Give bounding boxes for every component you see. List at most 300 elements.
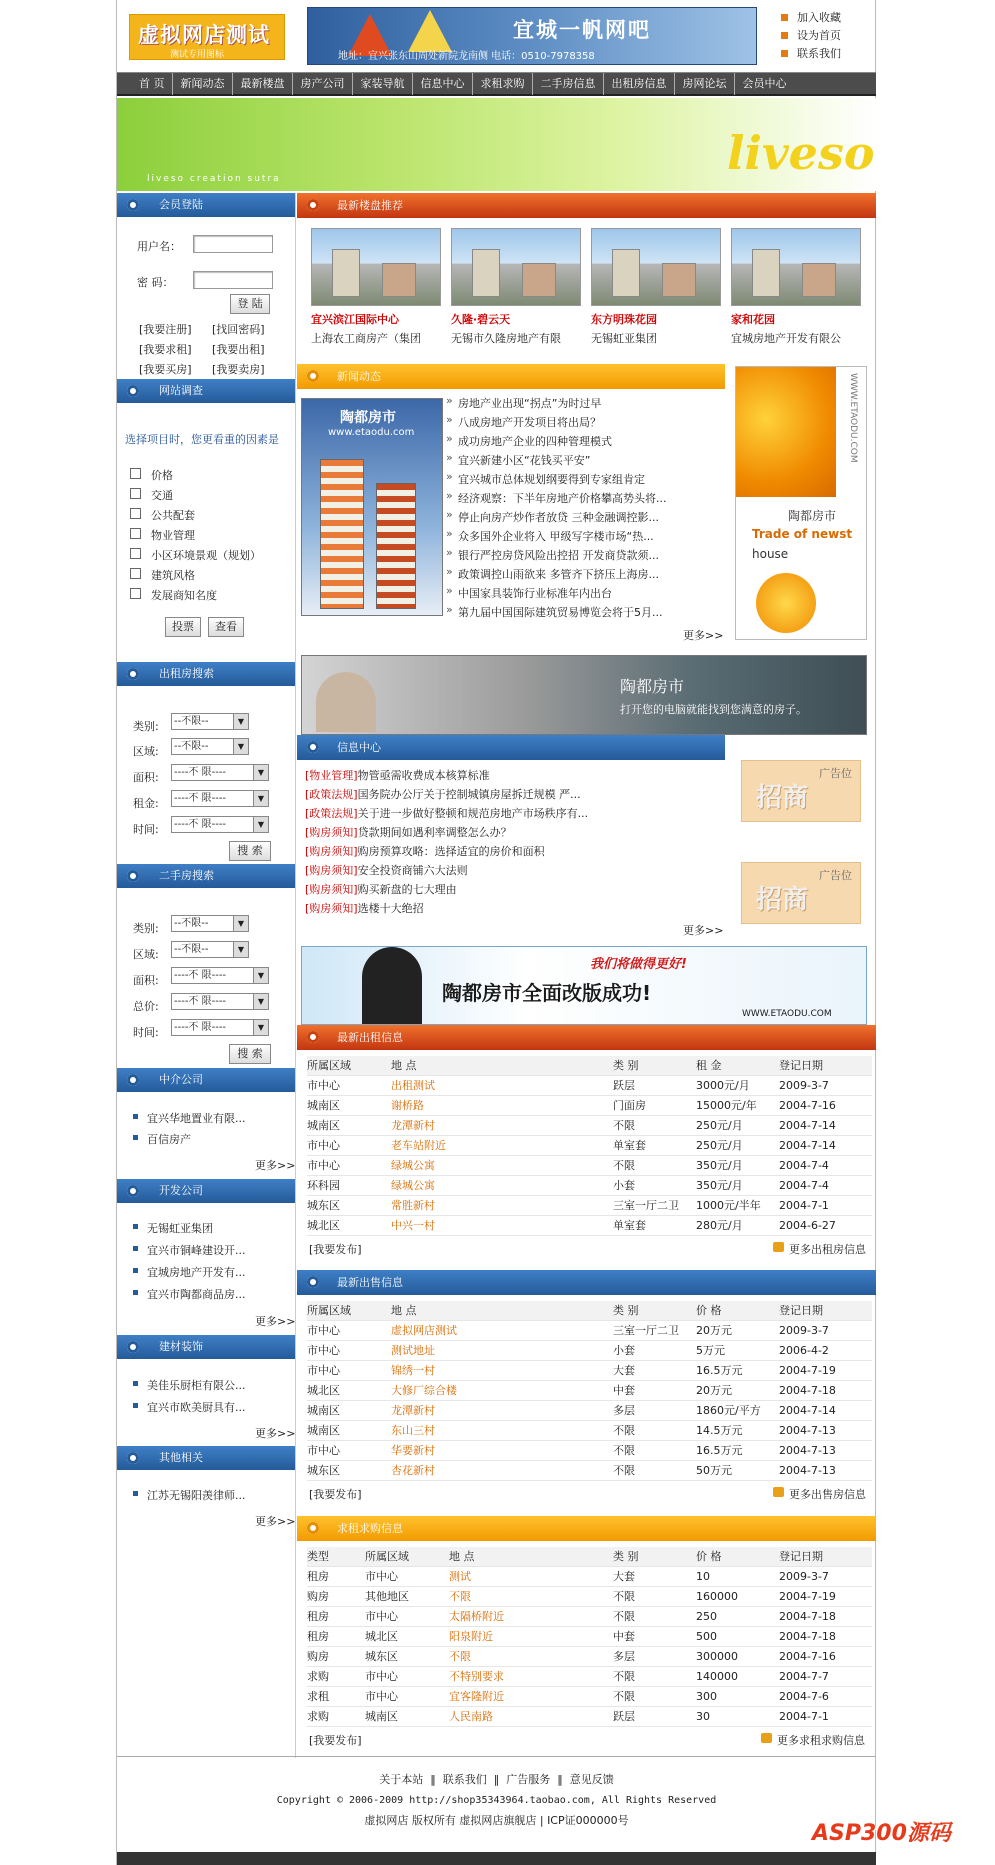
table-cell: 2009-3-7	[779, 1570, 829, 1583]
info-category: [购房须知]	[305, 864, 358, 877]
table-cell-link[interactable]: 大修厂综合楼	[391, 1384, 457, 1397]
table-cell-link[interactable]: 谢桥路	[391, 1099, 424, 1112]
info-title: 安全投资商铺六大法则	[357, 864, 468, 877]
table-cell: 购房	[307, 1590, 329, 1603]
footer-bar	[117, 1852, 876, 1865]
table-cell: 2004-7-13	[779, 1424, 836, 1437]
table-cell: 2004-7-6	[779, 1690, 829, 1703]
top-links	[779, 9, 841, 63]
ad-slot-text: 招商	[756, 885, 809, 915]
footer-owner: 虚拟网店 版权所有 虚拟网店旗舰店 | ICP证000000号	[364, 1814, 629, 1827]
table-cell: 城南区	[365, 1710, 398, 1723]
table-cell: 350元/月	[696, 1159, 743, 1172]
category-label: 类别:	[133, 922, 159, 935]
property-photo[interactable]	[731, 228, 861, 306]
info-item[interactable]	[305, 786, 581, 802]
area-label: 区域:	[133, 948, 159, 961]
table-cell: 15000元/年	[696, 1099, 757, 1112]
seek-publish-link[interactable]: [我要发布]	[309, 1734, 362, 1747]
rent-select[interactable]: ----不 限---- ▼	[171, 790, 269, 807]
table-cell: 2004-7-16	[779, 1650, 836, 1663]
nav-item-new-homes[interactable]: 最新楼盘	[233, 73, 293, 95]
table-row[interactable]	[307, 1156, 872, 1176]
footer-ads-link[interactable]: 广告服务	[506, 1773, 551, 1786]
table-cell-link[interactable]: 老车站附近	[391, 1139, 446, 1152]
property-name[interactable]: 家和花园	[731, 313, 775, 326]
table-cell: 市中心	[365, 1570, 398, 1583]
agency-item[interactable]: 百信房产	[131, 1131, 191, 1147]
table-cell: 16.5万元	[696, 1444, 743, 1457]
view-results-button[interactable]: 查看	[208, 617, 244, 637]
survey-option: 价格	[151, 469, 173, 482]
table-cell-link[interactable]: 不限	[449, 1650, 471, 1663]
table-cell-link[interactable]: 人民南路	[449, 1710, 493, 1723]
table-cell-link[interactable]: 太隔桥附近	[449, 1610, 504, 1623]
main-nav	[117, 72, 876, 96]
news-item[interactable]: » 银行严控房贷风险出控招 开发商贷款须...	[445, 547, 659, 563]
column-header: 类型	[307, 1550, 329, 1563]
want-buy-link[interactable]: [我要买房]	[139, 363, 192, 376]
table-row[interactable]	[307, 1587, 872, 1607]
table-cell: 求购	[307, 1670, 329, 1683]
survey-option: 公共配套	[151, 509, 195, 522]
column-header: 登记日期	[779, 1550, 823, 1563]
column-header: 地 点	[449, 1550, 475, 1563]
ad-slot-label: 广告位	[819, 767, 852, 780]
news-photo[interactable]	[301, 398, 443, 616]
nav-item-member[interactable]: 会员中心	[742, 77, 787, 90]
survey-checkbox[interactable]	[130, 508, 141, 519]
table-row[interactable]	[307, 1627, 872, 1647]
table-cell-link[interactable]: 绿城公寓	[391, 1159, 435, 1172]
want-lease-link[interactable]: [我要出租]	[212, 343, 265, 356]
ad-slot-text: 招商	[756, 783, 809, 813]
table-row[interactable]	[307, 1136, 872, 1156]
info-item[interactable]	[305, 824, 512, 840]
time-select[interactable]: ----不 限---- ▼	[171, 816, 269, 833]
login-button[interactable]: 登 陆	[230, 294, 270, 314]
table-cell: 城南区	[307, 1119, 340, 1132]
info-item[interactable]	[305, 900, 424, 916]
table-cell: 2006-4-2	[779, 1344, 829, 1357]
category-select[interactable]: --不限-- ▼	[171, 713, 249, 730]
house-icon	[761, 1733, 772, 1743]
redesign-slogan: 我们将做得更好!	[590, 957, 687, 972]
table-cell: 不限	[613, 1690, 635, 1703]
table-row[interactable]	[307, 1076, 872, 1096]
table-cell-link[interactable]: 虚拟网店测试	[391, 1324, 457, 1337]
survey-checkbox[interactable]	[130, 468, 141, 479]
nav-item-home[interactable]: 首 页	[117, 73, 173, 95]
info-item[interactable]	[305, 881, 457, 897]
survey-option: 发展商知名度	[151, 589, 217, 602]
table-cell-link[interactable]: 东山三村	[391, 1424, 435, 1437]
table-cell: 小套	[613, 1344, 635, 1357]
rent-more-link[interactable]	[773, 1241, 866, 1257]
developer-item[interactable]: 无锡虹亚集团	[131, 1220, 213, 1236]
table-cell: 城南区	[307, 1099, 340, 1112]
want-rent-link[interactable]: [我要求租]	[139, 343, 192, 356]
table-cell: 10	[696, 1570, 710, 1583]
seek-more-label: 更多求租求购信息	[777, 1734, 865, 1747]
news-item[interactable]: » 众多国外企业将入 甲级写字楼市场“热...	[445, 528, 654, 544]
used-search-button[interactable]: 搜 索	[229, 1044, 271, 1064]
developer-item[interactable]: 宜兴市陶都商品房...	[131, 1286, 246, 1302]
price-select[interactable]: ----不 限---- ▼	[171, 993, 269, 1010]
news-item[interactable]: » 房地产业出现“拐点”为时过早	[445, 395, 601, 411]
news-item[interactable]: » 中国家具装饰行业标准年内出台	[445, 585, 612, 601]
password-input[interactable]	[193, 271, 273, 289]
rent-header: 最新出租信息	[297, 1025, 876, 1050]
table-header	[307, 1301, 872, 1321]
orange-slice-graphic	[756, 573, 816, 633]
table-cell-link[interactable]: 测试地址	[391, 1344, 435, 1357]
time-select[interactable]: ----不 限---- ▼	[171, 1019, 269, 1036]
table-cell-link[interactable]: 测试	[449, 1570, 471, 1583]
table-cell: 2004-7-7	[779, 1670, 829, 1683]
table-cell: 城北区	[307, 1219, 340, 1232]
table-cell: 大套	[613, 1570, 635, 1583]
rent-publish-link[interactable]: [我要发布]	[309, 1243, 362, 1256]
latest-homes-header: 最新楼盘推荐	[297, 193, 876, 218]
property-company: 上海农工商房产（集团	[311, 332, 421, 345]
table-cell-link[interactable]: 华要新村	[391, 1444, 435, 1457]
logo-title: 虚拟网店测试	[138, 23, 270, 47]
info-category: [政策法规]	[305, 807, 358, 820]
table-cell: 市中心	[365, 1690, 398, 1703]
table-cell: 250	[696, 1610, 717, 1623]
redesign-banner[interactable]	[301, 946, 867, 1025]
materials-header: 建材装饰	[117, 1335, 295, 1359]
info-title: 贷款期间如遇利率调整怎么办？	[357, 826, 512, 839]
page	[116, 0, 876, 1865]
survey-checkbox[interactable]	[130, 488, 141, 499]
table-cell: 不限	[613, 1590, 635, 1603]
table-cell: 2004-7-4	[779, 1179, 829, 1192]
agency-header: 中介公司	[117, 1068, 295, 1092]
property-name[interactable]: 东方明珠花园	[591, 313, 657, 326]
table-row[interactable]	[307, 1321, 872, 1341]
table-cell: 16.5万元	[696, 1364, 743, 1377]
area-select[interactable]: --不限-- ▼	[171, 941, 249, 958]
table-row[interactable]	[307, 1176, 872, 1196]
info-item[interactable]	[305, 805, 588, 821]
nav-item-rent[interactable]: 出租房信息	[604, 73, 675, 95]
materials-more-link[interactable]: 更多>>	[255, 1427, 296, 1440]
seek-header: 求租求购信息	[297, 1516, 876, 1541]
table-cell: 其他地区	[365, 1590, 409, 1603]
developer-header: 开发公司	[117, 1179, 295, 1203]
table-row[interactable]	[307, 1381, 872, 1401]
table-cell: 500	[696, 1630, 717, 1643]
table-row[interactable]	[307, 1687, 872, 1707]
table-cell: 求租	[307, 1690, 329, 1703]
set-homepage-link[interactable]: 设为首页	[779, 27, 841, 45]
column-header: 登记日期	[779, 1059, 823, 1072]
info-category: [物业管理]	[305, 769, 358, 782]
orange-ad-name: 陶都房市	[788, 509, 837, 523]
nav-item-news[interactable]: 新闻动态	[173, 73, 233, 95]
table-cell: 2004-7-13	[779, 1444, 836, 1457]
column-header: 地 点	[391, 1059, 417, 1072]
table-header	[307, 1056, 872, 1076]
info-title: 关于进一步做好整顿和规范房地产市场秩序有...	[357, 807, 589, 820]
ad-slot[interactable]	[741, 760, 861, 822]
seek-more-link[interactable]	[761, 1732, 865, 1748]
redesign-url: WWW.ETAODU.COM	[742, 1009, 832, 1019]
property-name[interactable]: 宜兴滨江国际中心	[311, 313, 399, 326]
find-password-link[interactable]: [找回密码]	[212, 323, 265, 336]
column-header: 价 格	[696, 1304, 722, 1317]
table-cell-link[interactable]: 绿城公寓	[391, 1179, 435, 1192]
table-row[interactable]	[307, 1096, 872, 1116]
table-cell: 跃层	[613, 1710, 635, 1723]
rent-more-label: 更多出租房信息	[789, 1243, 866, 1256]
contact-link[interactable]: 联系我们	[779, 45, 841, 63]
info-item[interactable]	[305, 843, 545, 859]
table-cell-link[interactable]: 不特别要求	[449, 1670, 504, 1683]
table-cell-link[interactable]: 宜客隆附近	[449, 1690, 504, 1703]
rent-search-header: 出租房搜索	[117, 662, 295, 686]
column-header: 类 别	[613, 1304, 639, 1317]
news-item[interactable]: » 政策调控山雨欲来 多管齐下挤压上海房...	[445, 566, 659, 582]
orange-ad-word: house	[752, 547, 789, 561]
table-cell-link[interactable]: 龙潭新村	[391, 1119, 435, 1132]
news-photo-url: www.etaodu.com	[328, 427, 415, 438]
table-cell: 市中心	[307, 1364, 340, 1377]
rent-label: 租金:	[133, 797, 159, 810]
related-more-link[interactable]: 更多>>	[255, 1515, 296, 1528]
table-cell: 多层	[613, 1404, 635, 1417]
header-banner[interactable]	[307, 7, 757, 65]
category-select[interactable]: --不限-- ▼	[171, 915, 249, 932]
table-row[interactable]	[307, 1647, 872, 1667]
table-cell: 20万元	[696, 1384, 732, 1397]
survey-checkbox[interactable]	[130, 568, 141, 579]
table-cell: 2004-7-18	[779, 1384, 836, 1397]
info-item[interactable]	[305, 767, 490, 783]
property-company: 无锡虹亚集团	[591, 332, 657, 345]
table-row[interactable]	[307, 1341, 872, 1361]
table-row[interactable]	[307, 1441, 872, 1461]
table-cell: 城南区	[307, 1404, 340, 1417]
nav-item-seek[interactable]: 求租求购	[473, 73, 533, 95]
table-cell: 环科园	[307, 1179, 340, 1192]
username-label: 用户名：	[137, 240, 181, 253]
table-cell: 单室套	[613, 1139, 646, 1152]
table-cell-link[interactable]: 不限	[449, 1590, 471, 1603]
info-more-link[interactable]: 更多>>	[683, 924, 724, 937]
table-row[interactable]	[307, 1607, 872, 1627]
table-cell-link[interactable]: 阳泉附近	[449, 1630, 493, 1643]
table-row[interactable]	[307, 1421, 872, 1441]
username-input[interactable]	[193, 235, 273, 253]
nav-item-forum[interactable]: 房网论坛	[675, 73, 735, 95]
sale-publish-link[interactable]: [我要发布]	[309, 1488, 362, 1501]
property-photo[interactable]	[451, 228, 581, 306]
watermark-logo: ASP300源码	[812, 1821, 951, 1846]
table-row[interactable]	[307, 1361, 872, 1381]
table-cell: 中套	[613, 1630, 635, 1643]
survey-option: 建筑风格	[151, 569, 195, 582]
news-item[interactable]: » 八成房地产开发项目将出局？	[445, 414, 601, 430]
computer-banner[interactable]	[301, 655, 867, 735]
property-photo[interactable]	[591, 228, 721, 306]
survey-question: 选择项目时，您更看重的因素是	[125, 433, 279, 446]
table-cell-link[interactable]: 常胜新村	[391, 1199, 435, 1212]
footer-feedback-link[interactable]: 意见反馈	[569, 1773, 614, 1786]
register-link[interactable]: [我要注册]	[139, 323, 192, 336]
footer-contact-link[interactable]: 联系我们	[442, 1773, 487, 1786]
agency-item[interactable]: 宜兴华地置业有限...	[131, 1110, 246, 1126]
info-header: 信息中心	[297, 735, 725, 760]
table-cell: 350元/月	[696, 1179, 743, 1192]
table-cell: 城东区	[307, 1464, 340, 1477]
news-item[interactable]: » 经济观察：下半年房地产价格攀高势头将...	[445, 490, 667, 506]
area-select[interactable]: --不限-- ▼	[171, 738, 249, 755]
house-icon	[773, 1487, 784, 1497]
property-company: 无锡市久隆房地产有限	[451, 332, 561, 345]
property-name[interactable]: 久隆·碧云天	[451, 313, 511, 326]
table-cell-link[interactable]: 龙潭新村	[391, 1404, 435, 1417]
nav-item-info[interactable]: 信息中心	[413, 73, 473, 95]
footer-links: 关于本站 ‖ 联系我们 ‖ 广告服务 ‖ 意见反馈	[379, 1773, 614, 1786]
table-cell: 不限	[613, 1119, 635, 1132]
table-cell: 跃层	[613, 1079, 635, 1092]
table-cell: 250元/月	[696, 1139, 743, 1152]
table-cell: 市中心	[307, 1079, 340, 1092]
table-cell: 市中心	[307, 1344, 340, 1357]
table-row[interactable]	[307, 1401, 872, 1421]
building-graphic	[376, 483, 416, 609]
want-sell-link[interactable]: [我要卖房]	[212, 363, 265, 376]
table-cell: 2004-7-13	[779, 1464, 836, 1477]
login-header: 会员登陆	[117, 193, 295, 217]
news-item[interactable]: » 停止向房产炒作者放贷 三种金融调控影...	[445, 509, 659, 525]
ad-slot[interactable]	[741, 862, 861, 924]
survey-checkbox[interactable]	[130, 588, 141, 599]
nav-item-used[interactable]: 二手房信息	[533, 73, 604, 95]
orange-ad-slogan: Trade of newst	[752, 527, 853, 541]
news-item[interactable]: » 宜兴新建小区“花钱买平安”	[445, 452, 590, 468]
table-row[interactable]	[307, 1567, 872, 1587]
nav-item-companies[interactable]: 房产公司	[293, 73, 353, 95]
news-more-link[interactable]: 更多>>	[683, 629, 724, 642]
used-search-header: 二手房搜索	[117, 864, 295, 888]
news-item[interactable]: » 成功房地产企业的四种管理模式	[445, 433, 612, 449]
table-cell-link[interactable]: 出租测试	[391, 1079, 435, 1092]
news-item[interactable]: » 第九届中国国际建筑贸易博览会将于5月...	[445, 604, 663, 620]
size-select[interactable]: ----不 限---- ▼	[171, 764, 269, 781]
orange-ad[interactable]	[735, 366, 867, 640]
table-cell: 城南区	[307, 1424, 340, 1437]
table-cell-link[interactable]: 中兴一村	[391, 1219, 435, 1232]
banner-address: 地址：宜兴张东山周处新院龙南侧 电话：0510-7978358	[338, 51, 595, 62]
info-category: [政策法规]	[305, 788, 358, 801]
info-category: [购房须知]	[305, 826, 358, 839]
house-icon	[773, 1242, 784, 1252]
password-label: 密 码：	[137, 276, 174, 289]
info-category: [购房须知]	[305, 845, 358, 858]
area-label: 区域:	[133, 745, 159, 758]
size-label: 面积:	[133, 771, 159, 784]
size-select[interactable]: ----不 限---- ▼	[171, 967, 269, 984]
materials-item[interactable]: 美佳乐厨柜有限公...	[131, 1377, 246, 1393]
table-row[interactable]	[307, 1216, 872, 1236]
table-cell: 30	[696, 1710, 710, 1723]
sale-header: 最新出售信息	[297, 1270, 876, 1295]
table-row[interactable]	[307, 1667, 872, 1687]
add-favorite-link[interactable]: 加入收藏	[779, 9, 841, 27]
column-header: 租 金	[696, 1059, 722, 1072]
flash-banner	[117, 98, 876, 191]
table-row[interactable]	[307, 1196, 872, 1216]
vote-button[interactable]: 投票	[165, 617, 201, 637]
time-label: 时间:	[133, 823, 159, 836]
info-title: 购买新盘的七大理由	[357, 883, 457, 896]
table-cell: 不限	[613, 1424, 635, 1437]
developer-item[interactable]: 宜兴市铜峰建设开...	[131, 1242, 246, 1258]
footer-about-link[interactable]: 关于本站	[379, 1773, 424, 1786]
news-photo-caption: 陶都房市	[340, 410, 396, 426]
materials-item[interactable]: 宜兴市欧美厨具有...	[131, 1399, 246, 1415]
orange-ad-url: WWW.ETAODU.COM	[848, 373, 858, 463]
table-row[interactable]	[307, 1461, 872, 1481]
property-photo[interactable]	[311, 228, 441, 306]
table-cell-link[interactable]: 杏花新村	[391, 1464, 435, 1477]
related-header: 其他相关	[117, 1446, 295, 1470]
logo-subtitle: 测试专用图标	[170, 50, 225, 60]
sale-more-link[interactable]	[773, 1486, 866, 1502]
column-header: 登记日期	[779, 1304, 823, 1317]
info-category: [购房须知]	[305, 902, 358, 915]
table-cell: 租房	[307, 1570, 329, 1583]
table-row[interactable]	[307, 1707, 872, 1727]
table-cell: 城东区	[307, 1199, 340, 1212]
survey-checkbox[interactable]	[130, 528, 141, 539]
table-cell: 160000	[696, 1590, 738, 1603]
survey-header: 网站调查	[117, 379, 295, 403]
table-cell: 市中心	[307, 1324, 340, 1337]
table-cell: 租房	[307, 1610, 329, 1623]
table-cell: 2004-7-1	[779, 1199, 829, 1212]
info-item[interactable]	[305, 862, 468, 878]
table-cell: 2004-7-16	[779, 1099, 836, 1112]
related-item[interactable]: 江苏无锡阳羡律师...	[131, 1487, 246, 1503]
table-cell: 50万元	[696, 1464, 732, 1477]
building-graphic	[320, 459, 364, 609]
rent-search-button[interactable]: 搜 索	[229, 841, 271, 861]
developer-more-link[interactable]: 更多>>	[255, 1315, 296, 1328]
table-cell: 市中心	[365, 1670, 398, 1683]
news-item[interactable]: » 宜兴城市总体规划纲要得到专家组肯定	[445, 471, 645, 487]
table-cell: 城东区	[365, 1650, 398, 1663]
agency-more-link[interactable]: 更多>>	[255, 1159, 296, 1172]
copyright: Copyright © 2006-2009 http://shop35343964.taobao.com, All Rights Reserved	[276, 1795, 717, 1806]
table-cell: 单室套	[613, 1219, 646, 1232]
table-cell: 140000	[696, 1670, 738, 1683]
table-cell-link[interactable]: 锦绣一村	[391, 1364, 435, 1377]
redesign-text: 陶都房市全面改版成功!	[442, 981, 652, 1005]
site-logo[interactable]	[129, 14, 285, 60]
nav-item-decoration[interactable]: 家装导航	[353, 73, 413, 95]
developer-item[interactable]: 宜城房地产开发有...	[131, 1264, 246, 1280]
size-label: 面积:	[133, 974, 159, 987]
table-row[interactable]	[307, 1116, 872, 1136]
survey-checkbox[interactable]	[130, 548, 141, 559]
table-cell: 2004-6-27	[779, 1219, 836, 1232]
info-title: 物管亟需收费成本核算标准	[357, 769, 490, 782]
